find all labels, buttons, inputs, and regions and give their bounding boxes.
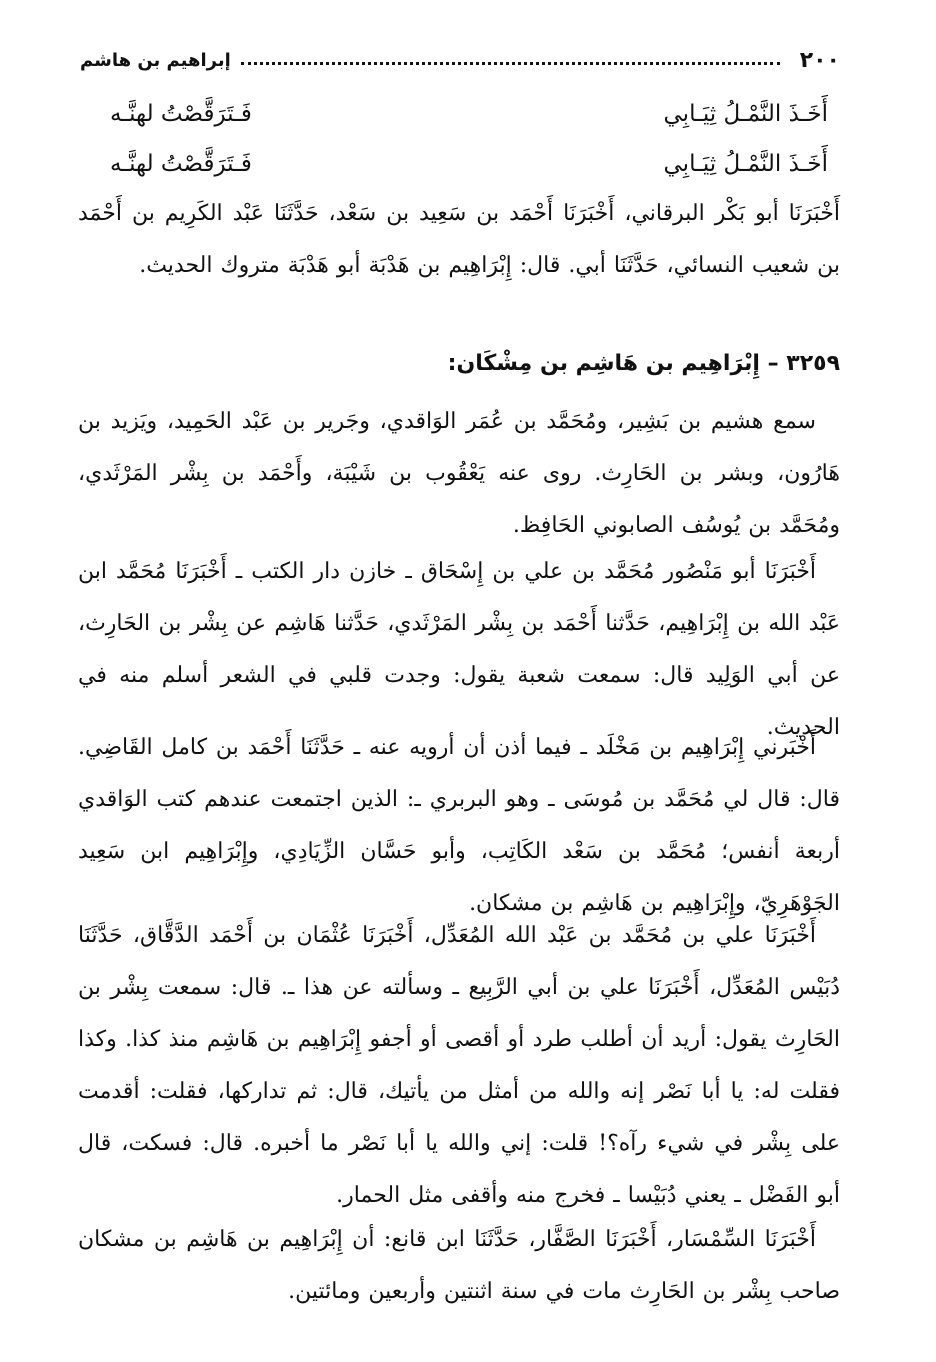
paragraph-narration-3: أَخْبَرني إِبْرَاهِيم بن مَخْلَد ـ فيما أذن أن أرويه عنه ـ حَدَّثَنَا أَحْمَد بن كامل القَاضِي. قال: قال لي مُحَمَّد بن مُوسَى ـ وهو البربري ـ: الذين اجتمعت عندهم كتب الوَاقدي أربعة أنفس؛ مُحَمَّد بن سَعْد الكَاتِب، وأبو حَسَّان الزِّيَادِي، وإِبْرَاهِيم ابن سَعِيد الجَوْهَرِيّ، وإِبْرَاهِيم بن هَاشِم بن مشكان. xyxy=(78,735,840,916)
paragraph-narration-5: أَخْبَرَنَا السِّمْسَار، أَخْبَرَنَا الصَّفَّار، حَدَّثَنَا ابن قانع: أن إِبْرَاهِيم بن هَاشِم بن مشكان صاحب بِشْر بن الحَارِث مات في سنة اثنتين وأربعين ومائتين. xyxy=(78,1227,840,1304)
verse-hemistich-second: فَـتَرَقَّصْتُ لهنَّـه xyxy=(110,151,252,177)
verse-hemistich-first: أَخَـذَ النَّمْـلُ ثِيَـابِي xyxy=(663,151,828,177)
paragraph-biography: سمع هشيم بن بَشِير، ومُحَمَّد بن عُمَر الوَاقدي، وجَرير بن عَبْد الحَمِيد، ويَزيد بن هَارُون، وبشر بن الحَارِث. روى عنه يَعْقُوب بن شَيْبَة، وأَحْمَد بن بِشْر المَرْثَدي، ومُحَمَّد بن يُوسُف الصابوني الحَافِظ. xyxy=(78,409,840,538)
page-number: ٢٠٠ xyxy=(799,47,840,73)
paragraph-narration-2: أَخْبَرَنَا أبو مَنْصُور مُحَمَّد بن علي بن إِسْحَاق ـ خازن دار الكتب ـ أَخْبَرَنَا مُحَمَّد ابن عَبْد الله بن إِبْرَاهِيم، حَدَّثنا أَحْمَد بن بِشْر المَرْثَدي، حَدَّثنا هَاشِم عن بِشْر بن الحَارِث، عن أبي الوَلِيد قال: سمعت شعبة يقول: وجدت قلبي في الشعر أسلم منه في الحديث. xyxy=(78,559,840,740)
running-title: إبراهيم بن هاشم xyxy=(80,49,231,71)
paragraph-narration-1: أَخْبَرَنَا أبو بَكْر البرقاني، أَخْبَرَنَا أَحْمَد بن سَعِيد بن سَعْد، حَدَّثَنَا عَبْد الكَرِيم بن أَحْمَد بن شعيب النسائي، حَدَّثَنَا أبي. قال: إِبْرَاهِيم بن هَدْبَة أبو هَدْبَة متروك الحديث. xyxy=(78,201,840,278)
verse-hemistich-second: فَـتَرَقَّصْتُ لهنَّـه xyxy=(110,101,252,127)
entry-heading: ٣٢٥٩ – إِبْرَاهِيم بن هَاشِم بن مِشْكَان: xyxy=(447,351,840,376)
dotted-leader xyxy=(241,62,780,65)
verse-line xyxy=(110,92,828,136)
page-header xyxy=(80,40,840,80)
verse-line xyxy=(110,142,828,186)
verse-hemistich-first: أَخَـذَ النَّمْـلُ ثِيَـابِي xyxy=(663,101,828,127)
paragraph-narration-4: أَخْبَرَنَا علي بن مُحَمَّد بن عَبْد الله المُعَدِّل، أَخْبَرَنَا عُثْمَان بن أَحْمَد الدَّقَّاق، حَدَّثَنَا دُبَيْس المُعَدِّل، أَخْبَرَنَا علي بن أبي الرَّبِيع ـ وسألته عن هذا ـ. قال: سمعت بِشْر بن الحَارِث يقول: أريد أن أطلب طرد أو أقصى أو أجفو إِبْرَاهِيم بن هَاشِم منذ كذا. وكذا فقلت له: يا أبا نَصْر إنه والله من أمثل من يأتيك، قال: ثم تداركها، فقلت: أقدمت على بِشْر في شيء رآه؟! قلت: إني والله يا أبا نَصْر ما أخبره. قال: فسكت، قال أبو الفَضْل ـ يعني دُبَيْسا ـ فخرج منه وأقفى مثل الحمار. xyxy=(78,923,840,1208)
